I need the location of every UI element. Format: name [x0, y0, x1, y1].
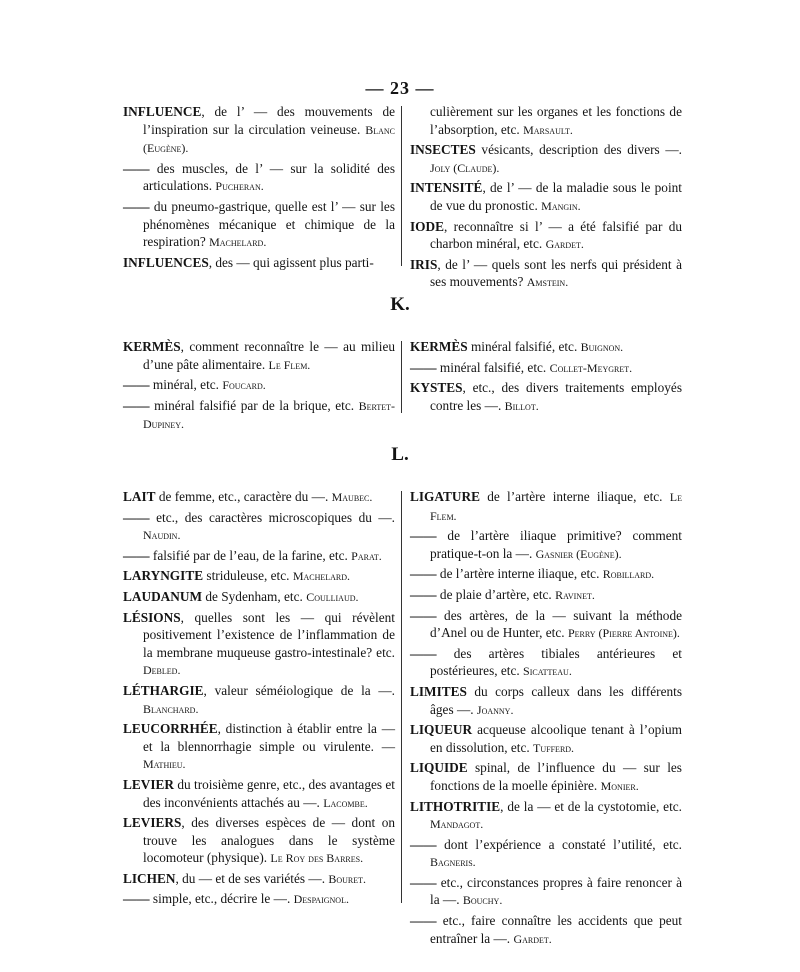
- entry-text: des artères tibiales antérieures et postérieures, etc.: [430, 645, 682, 679]
- index-entry: [123, 609, 395, 680]
- entry-headword: LAUDANUM: [123, 588, 203, 604]
- entry-headword: LARYNGITE: [123, 568, 204, 584]
- entry-author: Mathieu.: [143, 757, 186, 772]
- index-entry: [123, 567, 395, 586]
- index-entry: [123, 254, 395, 273]
- entry-headword: KERMÈS: [123, 339, 181, 354]
- entry-author: Blanchard.: [143, 701, 199, 716]
- entry-text: du corps calleux dans les différents âges —.: [430, 683, 682, 717]
- entry-text: du troisième genre, etc., des avantages et des inconvénients attachés au —.: [143, 776, 395, 810]
- entry-headword: ——: [123, 198, 150, 214]
- entry-text: vésicants, description des divers —.: [475, 142, 682, 158]
- entry-headword: LITHOTRITIE: [410, 798, 501, 814]
- entry-author: Bertet-Dupiney.: [143, 398, 395, 432]
- entry-text: des artères, de la — suivant la méthode d’Anel ou de Hunter, etc.: [430, 607, 682, 641]
- index-entry: [410, 607, 682, 643]
- entry-text: , de l’ — quels sont les nerfs qui président à ses mouvements?: [430, 256, 682, 290]
- index-entry: [410, 218, 682, 254]
- entry-author: Pucheran.: [215, 179, 264, 194]
- entry-author: Le Flem.: [268, 357, 311, 372]
- entry-author: Marsault.: [523, 122, 573, 137]
- index-entry: [123, 890, 395, 909]
- section-l-left-column: [123, 488, 395, 911]
- index-entry: [123, 814, 395, 868]
- entry-text: , de l’ — de la maladie sous le point de vue du pronostic.: [430, 180, 682, 213]
- index-entry: [123, 776, 395, 812]
- section-k-right-column: [410, 338, 682, 417]
- index-entry: [410, 488, 682, 525]
- index-entry: [123, 376, 395, 395]
- index-entry: [410, 527, 682, 563]
- index-entry: [410, 645, 682, 681]
- entry-text: de femme, etc., caractère du —.: [155, 489, 329, 504]
- index-entry: [123, 488, 395, 507]
- entry-author: Amstein.: [526, 275, 569, 290]
- entry-text: de plaie d’artère, etc.: [436, 586, 552, 602]
- index-entry: [410, 759, 682, 795]
- section-heading-l: L.: [391, 444, 409, 465]
- entry-headword: ——: [410, 607, 437, 623]
- entry-author: Monier.: [600, 778, 639, 793]
- entry-author: Robillard.: [602, 567, 655, 582]
- entry-headword: INFLUENCE: [123, 104, 202, 119]
- entry-text: minéral, etc.: [149, 377, 219, 393]
- entry-headword: KYSTES: [410, 380, 463, 396]
- index-entry: [410, 379, 682, 415]
- entry-headword: ——: [410, 586, 437, 602]
- section-l-right-column: [410, 488, 682, 950]
- entry-headword: ——: [410, 566, 437, 582]
- index-entry: [123, 338, 395, 374]
- entry-author: Blanc (Eugène).: [143, 122, 395, 156]
- entry-author: Maubec.: [331, 490, 373, 504]
- entry-author: Lacombe.: [323, 795, 368, 810]
- entry-text: de l’artère interne iliaque, etc.: [479, 489, 663, 504]
- entry-text: de l’artère iliaque primitive? comment pratique-t-on la —.: [430, 528, 682, 561]
- entry-author: Joanny.: [476, 702, 514, 717]
- index-entry: [123, 547, 395, 566]
- entry-author: Le Roy des Barres.: [270, 851, 364, 866]
- entry-author: Machelard.: [209, 235, 267, 250]
- entry-author: Tufferd.: [533, 740, 575, 755]
- entry-text: minéral falsifié par de la brique, etc.: [149, 397, 355, 413]
- index-entry: [410, 256, 682, 292]
- index-entry: [410, 836, 682, 872]
- entry-headword: ——: [123, 547, 150, 563]
- entry-text: , valeur séméiologique de la —.: [203, 682, 395, 698]
- entry-headword: KERMÈS: [410, 339, 468, 354]
- entry-author: Coulliaud.: [306, 589, 359, 604]
- index-entry: [410, 338, 682, 357]
- entry-headword: LEUCORRHÉE: [123, 721, 218, 737]
- entry-author: Bagneris.: [430, 855, 476, 870]
- entry-author: Machelard.: [292, 569, 351, 584]
- entry-text: minéral falsifié, etc.: [436, 359, 547, 375]
- index-entry: [123, 720, 395, 774]
- entry-headword: LAIT: [123, 489, 156, 504]
- entry-headword: ——: [410, 913, 437, 929]
- entry-text: etc., faire connaître les accidents que peut entraîner la —.: [430, 913, 682, 946]
- column-rule: [401, 341, 402, 413]
- entry-headword: ——: [410, 645, 437, 661]
- entry-author: Despaignol.: [293, 892, 349, 907]
- entry-text: minéral falsifié, etc.: [467, 339, 578, 354]
- entry-headword: IRIS: [410, 256, 438, 272]
- page-number: — 23 —: [365, 78, 435, 98]
- entry-author: Collet-Meygret.: [549, 360, 633, 375]
- entry-headword: INFLUENCES: [123, 254, 209, 270]
- entry-text: striduleuse, etc.: [203, 568, 290, 584]
- index-entry: [410, 798, 682, 834]
- entry-author: Ravinet.: [555, 587, 595, 602]
- entry-text: , etc., des divers traitements employés contre les —.: [430, 380, 682, 413]
- entry-text: dont l’expérience a constaté l’utilité, etc.: [436, 836, 682, 852]
- entry-text: etc., des caractères microscopiques du —.: [149, 509, 395, 525]
- index-entry: [123, 397, 395, 434]
- index-entry: [410, 586, 682, 605]
- index-entry: [123, 588, 395, 607]
- entry-text: etc., circonstances propres à faire renoncer à la —.: [430, 874, 682, 908]
- entry-headword: IODE: [410, 218, 444, 234]
- entry-text: , de la — et de la cystotomie, etc.: [500, 798, 682, 814]
- entry-author: Mangin.: [541, 198, 581, 213]
- index-entry: [123, 160, 395, 196]
- entry-headword: LICHEN: [123, 870, 176, 886]
- entry-headword: LIMITES: [410, 683, 467, 699]
- entry-text: , des diverses espèces de — dont on trouve les analogues dans le système locomoteur (physique).: [143, 815, 395, 866]
- entry-headword: ——: [123, 160, 150, 176]
- entry-author: Parat.: [351, 548, 382, 563]
- entry-text: falsifié par de l’eau, de la farine, etc.: [149, 547, 348, 563]
- entry-headword: LIGATURE: [410, 489, 480, 504]
- entry-text: de l’artère interne iliaque, etc.: [436, 566, 600, 582]
- section-i-right-column: [410, 103, 682, 294]
- index-entry: [410, 874, 682, 910]
- column-rule: [401, 491, 402, 903]
- entry-text: spinal, de l’influence du — sur les fonctions de la moelle épinière.: [430, 760, 682, 793]
- entry-text: culièrement sur les organes et les fonctions de l’absorption, etc.: [430, 104, 682, 137]
- entry-author: Le Flem.: [430, 490, 683, 523]
- entry-text: , distinction à établir entre la — et la blennorrhagie simple ou virulente. —: [143, 721, 395, 754]
- entry-author: Gardet.: [545, 237, 584, 252]
- entry-author: Sicatteau.: [523, 664, 572, 679]
- index-entry: [123, 870, 395, 889]
- entry-headword: LIQUIDE: [410, 760, 468, 776]
- entry-text: , des — qui agissent plus parti-: [208, 254, 374, 270]
- entry-text: , quelles sont les — qui révèlent positivement l’existence de l’inflammation de la membrane muqueuse gastro-intestinale? etc.: [143, 609, 395, 660]
- entry-headword: ——: [123, 377, 150, 393]
- column-rule: [401, 106, 402, 266]
- entry-text: des muscles, de l’ — sur la solidité des articulations.: [143, 160, 395, 194]
- entry-author: Mandagot.: [430, 817, 484, 832]
- section-k-left-column: [123, 338, 395, 436]
- entry-text: , reconnaître si l’ — a été falsifié par du charbon minéral, etc.: [430, 218, 682, 252]
- entry-text: de Sydenham, etc.: [202, 588, 303, 604]
- entry-text: , de l’ — des mouvements de l’inspiration sur la circulation veineuse.: [143, 104, 395, 137]
- index-entry: [123, 509, 395, 545]
- entry-author: Foucard.: [222, 378, 266, 393]
- index-entry: [410, 565, 682, 584]
- entry-text: , du — et de ses variétés —.: [175, 870, 326, 886]
- entry-author: Gasnier (Eugène).: [535, 546, 622, 561]
- entry-headword: LEVIERS: [123, 815, 182, 831]
- entry-headword: LÉSIONS: [123, 609, 181, 625]
- entry-author: Debled.: [143, 663, 181, 678]
- index-entry: [410, 359, 682, 378]
- index-entry: [410, 179, 682, 215]
- entry-headword: ——: [123, 509, 150, 525]
- entry-author: Bouchy.: [462, 893, 503, 908]
- index-entry: [410, 683, 682, 719]
- entry-author: Gardet.: [513, 931, 552, 946]
- entry-text: simple, etc., décrire le —.: [149, 891, 291, 907]
- entry-author: Joly (Claude).: [430, 160, 500, 175]
- index-entry: [123, 103, 395, 158]
- entry-text: acqueuse alcoolique tenant à l’opium en dissolution, etc.: [430, 722, 682, 755]
- section-i-left-column: [123, 103, 395, 274]
- index-entry: [410, 141, 682, 177]
- index-entry: [410, 912, 682, 948]
- entry-headword: ——: [410, 836, 437, 852]
- entry-headword: LEVIER: [123, 776, 174, 792]
- entry-text: du pneumo-gastrique, quelle est l’ — sur les phénomènes mécanique et chimique de la respiration?: [143, 198, 395, 250]
- entry-headword: LIQUEUR: [410, 722, 473, 738]
- entry-headword: ——: [123, 397, 150, 413]
- entry-author: Billot.: [504, 398, 539, 413]
- entry-headword: INTENSITÉ: [410, 180, 483, 196]
- entry-text: , comment reconnaître le — au milieu d’une pâte alimentaire.: [143, 339, 395, 372]
- entry-headword: ——: [123, 891, 150, 907]
- entry-author: Naudin.: [143, 528, 181, 543]
- entry-headword: ——: [410, 528, 437, 544]
- index-entry: [123, 198, 395, 252]
- entry-author: Perry (Pierre Antoine).: [567, 626, 680, 641]
- entry-author: Bouret.: [328, 871, 367, 886]
- entry-headword: LÉTHARGIE: [123, 682, 204, 698]
- section-heading-k: K.: [390, 294, 410, 315]
- entry-author: Buignon.: [580, 340, 624, 354]
- entry-headword: ——: [410, 359, 437, 375]
- entry-headword: INSECTES: [410, 142, 476, 158]
- index-entry: [410, 721, 682, 757]
- entry-headword: ——: [410, 874, 437, 890]
- index-entry: [410, 103, 682, 139]
- index-entry: [123, 682, 395, 718]
